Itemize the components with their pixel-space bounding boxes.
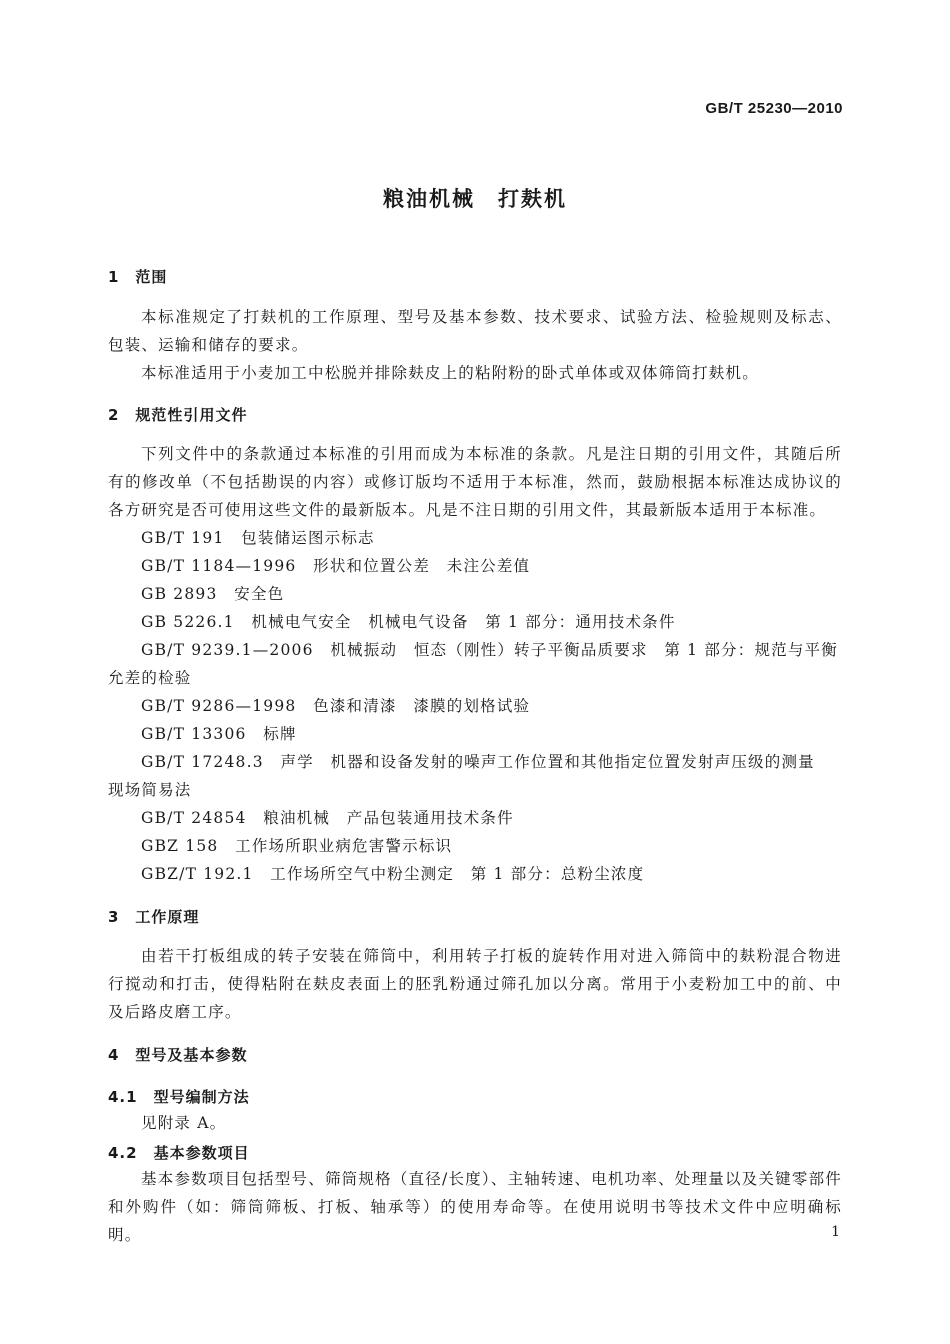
reference-item: GB/T 191 包装储运图示标志 [141, 529, 375, 547]
section-1-paragraph-2: 本标准适用于小麦加工中松脱并排除麸皮上的粘附粉的卧式单体或双体筛筒打麸机。 [141, 364, 759, 382]
section-2-heading: 2 规范性引用文件 [108, 406, 248, 424]
section-4-1-heading: 4.1 型号编制方法 [108, 1088, 250, 1106]
section-1-heading: 1 范围 [108, 268, 168, 286]
reference-item: GBZ 158 工作场所职业病危害警示标识 [141, 837, 453, 855]
section-4-2-text: 基本参数项目包括型号、筛筒规格（直径/长度）、主轴转速、电机功率、处理量以及关键零部件和外购件（如：筛筒筛板、打板、轴承等）的使用寿命等。在使用说明书等技术文件中应明确标明。 [108, 1170, 842, 1244]
reference-item: GB/T 24854 粮油机械 产品包装通用技术条件 [141, 809, 514, 827]
page-number: 1 [831, 1224, 840, 1240]
reference-item: GB 5226.1 机械电气安全 机械电气设备 第 1 部分：通用技术条件 [141, 613, 676, 631]
section-4-2-heading: 4.2 基本参数项目 [108, 1144, 250, 1162]
section-2-paragraph-1: 下列文件中的条款通过本标准的引用而成为本标准的条款。凡是注日期的引用文件，其随后所有的修改单（不包括勘误的内容）或修订版均不适用于本标准，然而，鼓励根据本标准达成协议的各方研究是否可使用这些文件的最新版本。凡是不注日期的引用文件，其最新版本适用于本标准。 [108, 445, 842, 519]
reference-item: GB/T 13306 标牌 [141, 725, 297, 743]
document-title: 粮油机械 打麸机 [383, 187, 567, 211]
section-4-1-text: 见附录 A。 [141, 1114, 227, 1132]
reference-item: GB/T 1184—1996 形状和位置公差 未注公差值 [141, 557, 531, 575]
standard-code: GB/T 25230—2010 [705, 100, 843, 117]
reference-item: GBZ/T 192.1 工作场所空气中粉尘测定 第 1 部分：总粉尘浓度 [141, 865, 645, 883]
reference-item: GB 2893 安全色 [141, 585, 285, 603]
section-3-heading: 3 工作原理 [108, 908, 200, 926]
reference-item: GB/T 9239.1—2006 机械振动 恒态（刚性）转子平衡品质要求 第 1 部分：规范与平衡允差的检验 [108, 641, 838, 687]
reference-item: GB/T 17248.3 声学 机器和设备发射的噪声工作位置和其他指定位置发射声压级的测量 现场简易法 [108, 753, 832, 799]
section-1-paragraph-1: 本标准规定了打麸机的工作原理、型号及基本参数、技术要求、试验方法、检验规则及标志、包装、运输和储存的要求。 [108, 308, 842, 354]
section-3-paragraph-1: 由若干打板组成的转子安装在筛筒中，利用转子打板的旋转作用对进入筛筒中的麸粉混合物进行搅动和打击，使得粘附在麸皮表面上的胚乳粉通过筛孔加以分离。常用于小麦粉加工中的前、中及后路皮磨工序。 [108, 947, 842, 1021]
section-4-heading: 4 型号及基本参数 [108, 1046, 248, 1064]
reference-item: GB/T 9286—1998 色漆和清漆 漆膜的划格试验 [141, 697, 531, 715]
